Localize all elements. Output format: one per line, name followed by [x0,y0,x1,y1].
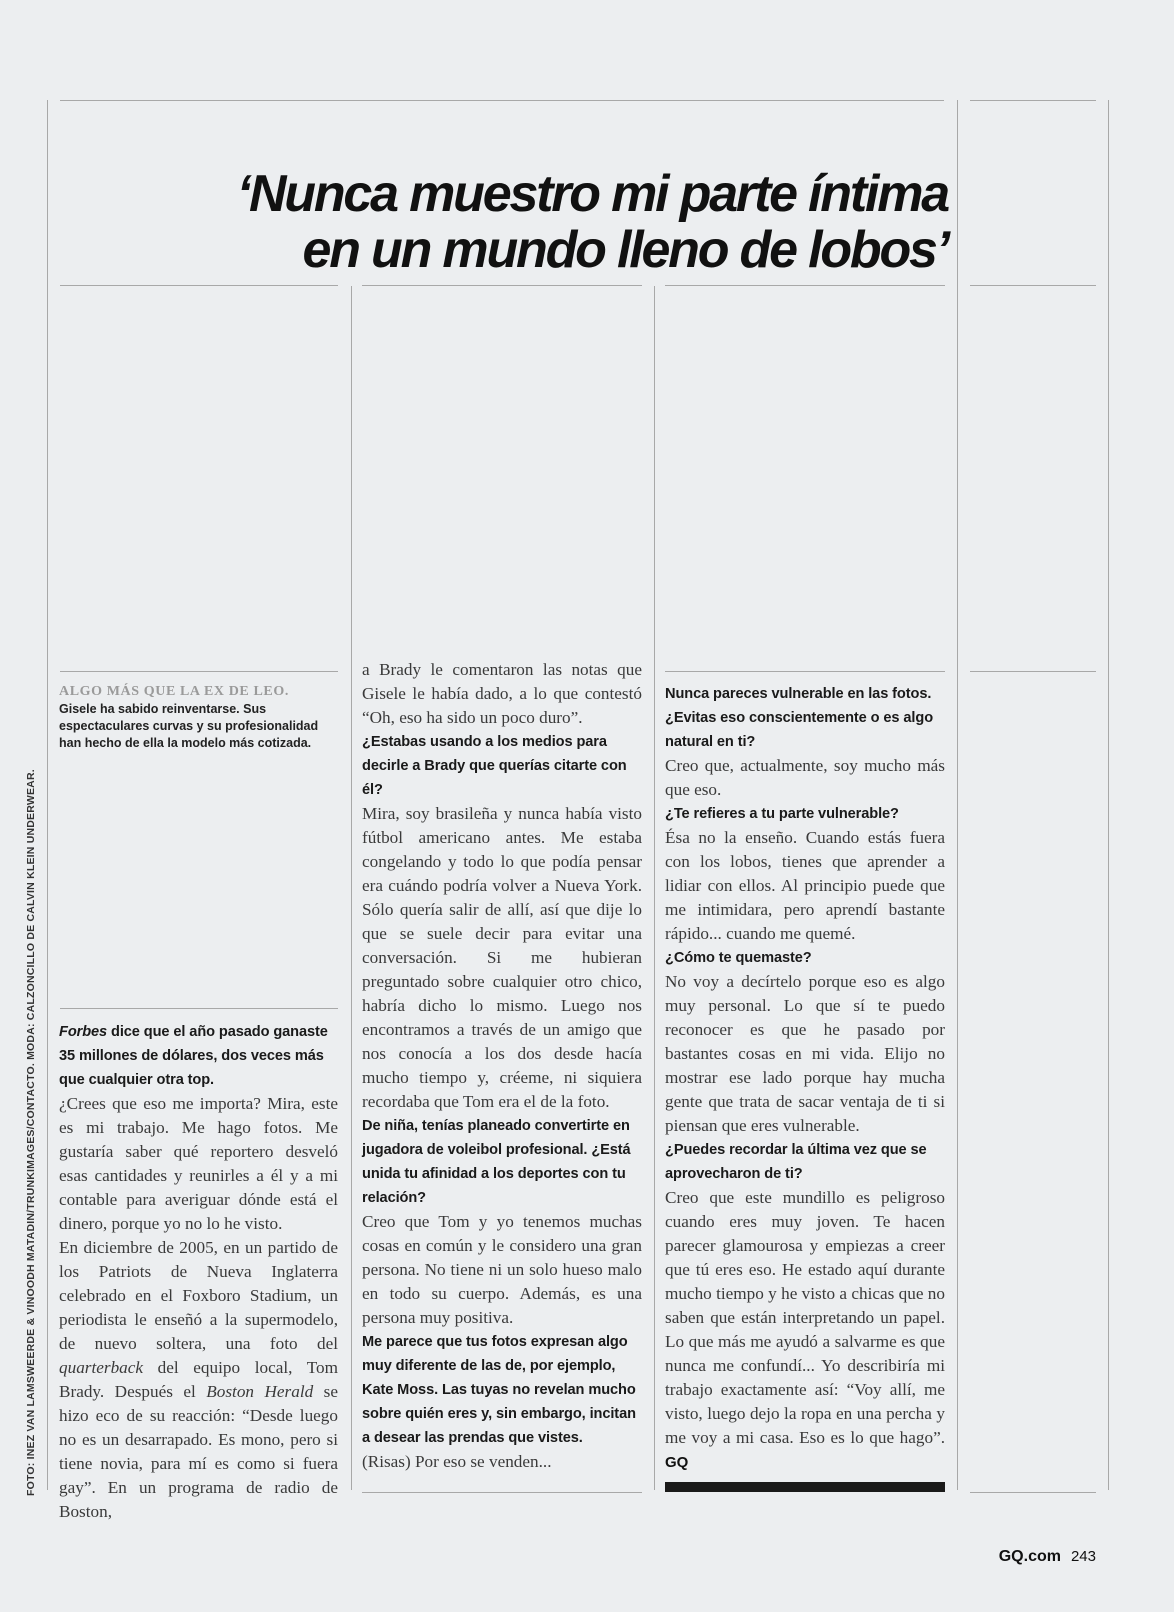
question-italic-forbes: Forbes [59,1024,108,1040]
page-number: 243 [1070,1548,1096,1565]
caption-top-rule [60,671,338,672]
answer: ¿Crees que eso me importa? Mira, este es mi trabajo. Me hago fotos. Me gustaría saber qué reportero desveló esas cantidades y reunirles a él y a mi contable para averiguar dónde está el dinero, porque yo no lo he visto. [59,1094,338,1233]
site-name: GQ.com [998,1548,1061,1565]
headline-bottom-rule-3 [665,285,945,286]
answer: No voy a decírtelo porque eso es algo muy personal. Lo que sí te puedo reconocer es que he pasado por bastantes cosas en mi vida. Elijo no mostrar ese lado porque hay mucha gente que trata de sacar ventaja de ti si piensan que eres vulnerable. [665,972,945,1135]
headline-line-1: ‘Nunca muestro mi parte íntima [236,165,948,223]
column1-top-rule [60,1008,338,1009]
caption-title: ALGO MÁS QUE LA EX DE LEO. [59,684,289,699]
column-divider-3 [957,100,958,1490]
column2-bottom-rule [362,1492,642,1493]
column-divider-1 [351,286,352,1490]
question: ¿Te refieres a tu parte vulnerable? [665,806,899,822]
answer: Creo que este mundillo es peligroso cuando eres muy joven. Te hacen parecer glamourosa y empiezas a creer que tú eres eso. He estado aquí durante mucho tiempo y he visto a chicas que no saben que están interpretando un papel. Lo que más me ayudó a salvarme es que nunca me confundí... Yo describiría mi trabajo exactamente así: “Voy allí, me visto, luego dejo la ropa en una percha y me voy a mi casa. Eso es lo que hago”. GQ [665,1188,945,1471]
top-rule [60,100,944,101]
frame-right-rule [1108,100,1109,1490]
article-column-2 [362,658,642,1474]
side-bottom-rule [970,1492,1096,1493]
question: Nunca pareces vulnerable en las fotos. ¿Evitas eso conscientemente o es algo natural en ti? [665,686,934,750]
side-mid-rule [970,671,1096,672]
article-end-bar [665,1482,945,1492]
frame-left-rule [47,100,48,1490]
article-headline [88,166,948,278]
question: ¿Puedes recordar la última vez que se aprovecharon de ti? [665,1142,927,1182]
caption-text: Gisele ha sabido reinventarse. Sus espectaculares curvas y su profesionalidad han hecho de ella la modelo más cotizada. [59,702,319,750]
headline-line-2: en un mundo lleno de lobos’ [302,221,948,279]
question: ¿Cómo te quemaste? [665,950,812,966]
gq-end-mark: GQ [665,1454,689,1471]
article-column-3 [665,682,945,1475]
photo-caption [59,683,334,752]
question: De niña, tenías planeado convertirte en jugadora de voleibol profesional. ¿Está unida tu afinidad a los deportes con tu relación? [362,1118,631,1206]
narrative-paragraph: En diciembre de 2005, en un partido de los Patriots de Nueva Inglaterra celebrado en el Foxboro Stadium, un periodista le enseñó a la supermodelo, de nuevo soltera, una foto del quarterback del equipo local, Tom Brady. Después el Boston Herald se hizo eco de su reacción: “Desde luego no es un desarrapado. Es mono, pero si tiene novia, para mí es como si fuera gay”. En un programa de radio de Boston, [59,1238,338,1521]
answer: (Risas) Por eso se venden... [362,1452,552,1471]
photo-credit: FOTO: INEZ VAN LAMSWEERDE & VINOODH MATADIN/TRUNKIMAGES/CONTACTO. MODA: CALZONCILLO DE CALVIN KLEIN UNDERWEAR. [25,769,37,1496]
article-column-1 [59,1020,338,1524]
question: ¿Estabas usando a los medios para decirle a Brady que querías citarte con él? [362,734,627,798]
top-rule-side [970,100,1096,101]
answer: Ésa no la enseño. Cuando estás fuera con los lobos, tienes que aprender a lidiar con ellos. Al principio puede que me intimidara, pero aprendí bastante rápido... cuando me quemé. [665,828,945,943]
column-divider-2 [654,286,655,1490]
headline-bottom-rule-4 [970,285,1096,286]
narrative-paragraph: a Brady le comentaron las notas que Gisele le había dado, a lo que contestó “Oh, eso ha sido un poco duro”. [362,660,642,727]
answer: Creo que, actualmente, soy mucho más que eso. [665,756,945,799]
headline-bottom-rule-1 [60,285,338,286]
answer: Creo que Tom y yo tenemos muchas cosas en común y le considero una gran persona. No tiene ni un solo hueso malo en todo su cuerpo. Además, es una persona muy positiva. [362,1212,642,1327]
answer: Mira, soy brasileña y nunca había visto fútbol americano antes. Me estaba congelando y todo lo que podía pensar era cuándo podría volver a Nueva York. Sólo quería salir de allí, así que dije lo que se suele decir para evitar una conversación. Si me hubieran preguntado sobre cualquier otro chico, habría dicho lo mismo. Luego nos encontramos a través de un amigo que nos conocía a los dos desde hacía mucho tiempo y, créeme, ni siquiera recordaba que Tom era el de la foto. [362,804,642,1111]
page-footer [999,1548,1096,1566]
question: Me parece que tus fotos expresan algo muy diferente de las de, por ejemplo, Kate Moss. Las tuyas no revelan mucho sobre quién eres y, sin embargo, incitan a desear las prendas que vistes. [362,1334,636,1446]
question: Forbes dice que el año pasado ganaste 35 millones de dólares, dos veces más que cualquier otra top. [59,1024,328,1088]
headline-bottom-rule-2 [362,285,642,286]
column3-top-rule [665,671,945,672]
